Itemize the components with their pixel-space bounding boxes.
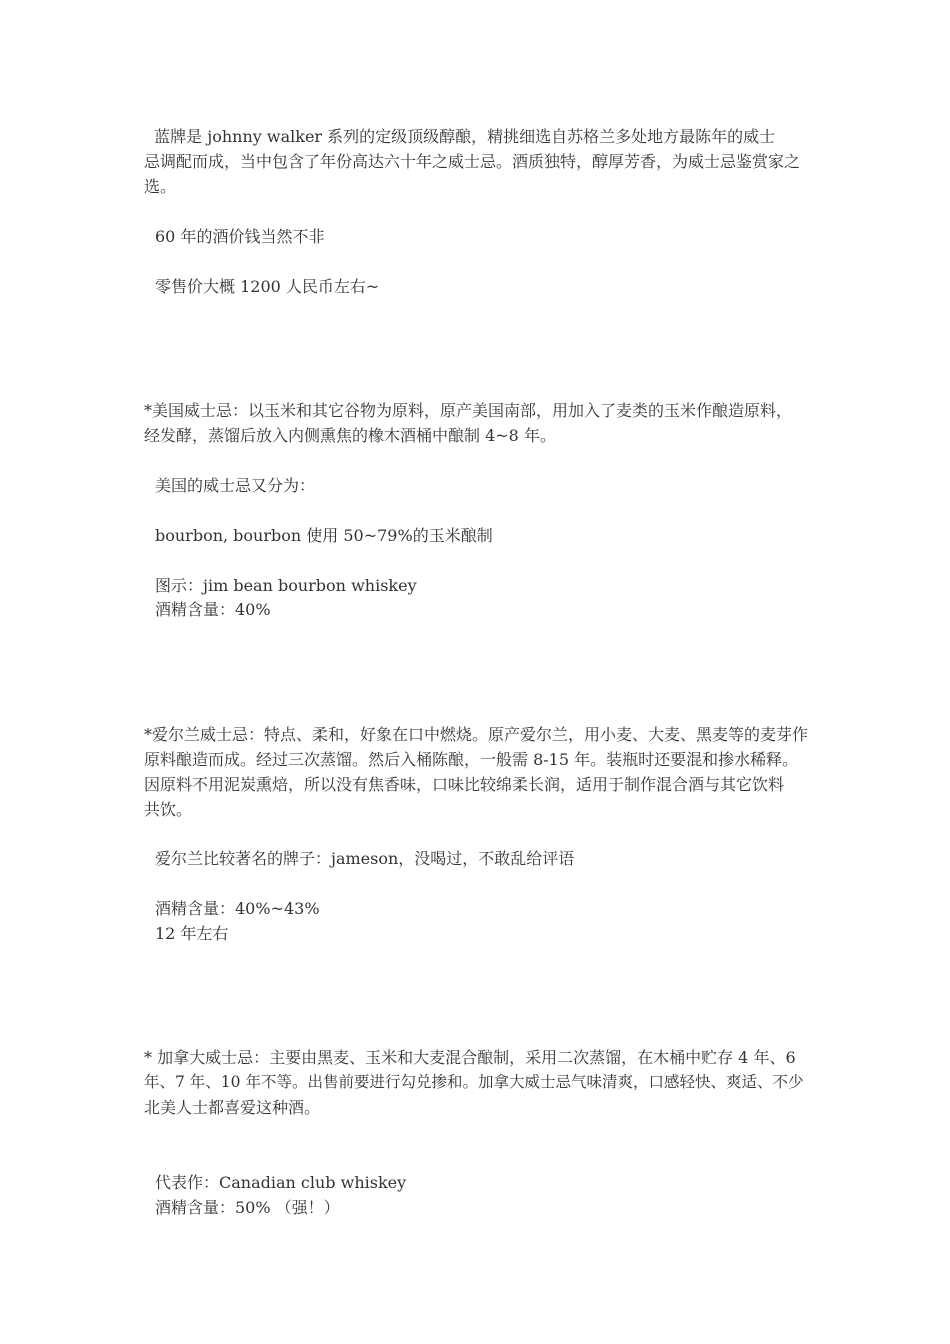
irish-line-2: 原料酿造而成。经过三次蒸馏。然后入桶陈酿，一般需 8-15 年。装瓶时还要混和掺水稀释。 bbox=[144, 750, 799, 769]
american-abv: 酒精含量：40% bbox=[155, 600, 271, 619]
irish-age: 12 年左右 bbox=[155, 924, 229, 943]
american-line-1: *美国威士忌：以玉米和其它谷物为原料，原产美国南部，用加入了麦类的玉米作酿造原料， bbox=[144, 401, 793, 420]
canadian-abv: 酒精含量：50% （强！） bbox=[155, 1198, 340, 1217]
blue-label-retail-price: 零售价大概 1200 人民币左右~ bbox=[155, 277, 380, 296]
american-example: 图示：jim bean bourbon whiskey bbox=[155, 576, 417, 595]
canadian-example: 代表作：Canadian club whiskey bbox=[155, 1173, 407, 1192]
canadian-line-1: * 加拿大威士忌：主要由黑麦、玉米和大麦混合酿制，采用二次蒸馏，在木桶中贮存 4 年、6 bbox=[144, 1048, 796, 1067]
blue-label-line-2: 忌调配而成，当中包含了年份高达六十年之威士忌。酒质独特，醇厚芳香，为威士忌鉴赏家之 bbox=[144, 152, 801, 171]
american-bourbon: bourbon, bourbon 使用 50~79%的玉米酿制 bbox=[155, 526, 493, 545]
irish-line-4: 共饮。 bbox=[144, 800, 193, 819]
irish-line-3: 因原料不用泥炭熏焙，所以没有焦香味，口味比较绵柔长润，适用于制作混合酒与其它饮料 bbox=[144, 775, 785, 794]
irish-brand: 爱尔兰比较著名的牌子：jameson，没喝过，不敢乱给评语 bbox=[155, 849, 575, 868]
blue-label-line-1: 蓝牌是 johnny walker 系列的定级顶级醇酿，精挑细选自苏格兰多处地方最陈年的威士 bbox=[144, 127, 776, 146]
irish-line-1: *爱尔兰威士忌：特点、柔和，好象在口中燃烧。原产爱尔兰，用小麦、大麦、黑麦等的麦芽作 bbox=[144, 725, 809, 744]
blue-label-price-note: 60 年的酒价钱当然不非 bbox=[155, 227, 325, 246]
canadian-line-2: 年、7 年、10 年不等。出售前要进行勾兑掺和。加拿大威士忌气味清爽，口感轻快、爽适、不少 bbox=[144, 1073, 804, 1091]
irish-abv: 酒精含量：40%~43% bbox=[155, 899, 320, 918]
canadian-line-3: 北美人士都喜爱这种酒。 bbox=[144, 1098, 321, 1117]
blue-label-line-3: 选。 bbox=[144, 177, 177, 196]
american-line-2: 经发酵，蒸馏后放入内侧熏焦的橡木酒桶中酿制 4~8 年。 bbox=[144, 426, 556, 445]
american-subtypes-intro: 美国的威士忌又分为： bbox=[155, 476, 316, 495]
